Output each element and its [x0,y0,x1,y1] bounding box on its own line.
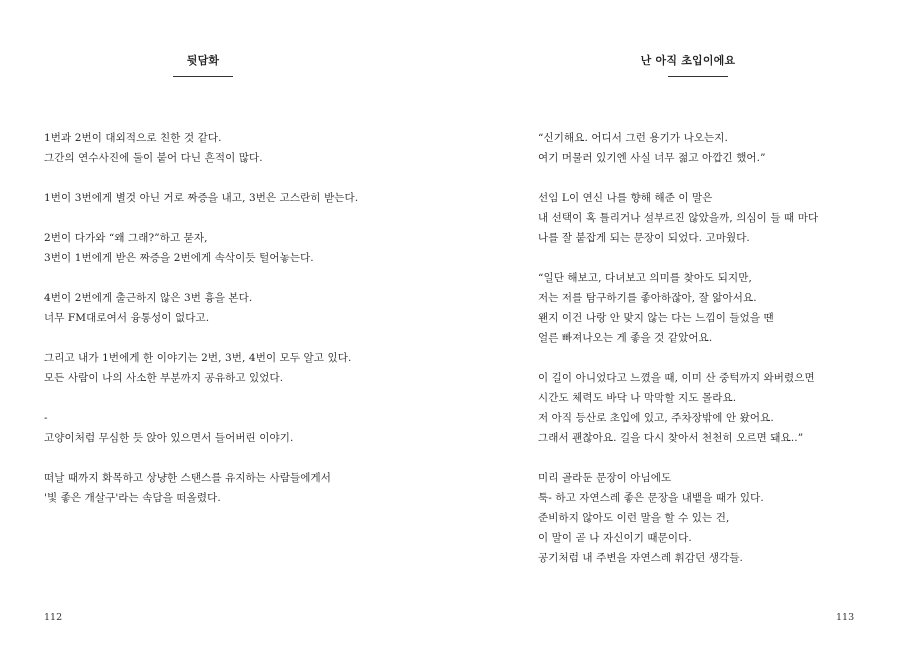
text-line: 떠날 때까지 화목하고 상냥한 스탠스를 유지하는 사람들에게서 [44,472,331,484]
text-line: 1번과 2번이 대외적으로 친한 것 같다. [44,132,222,144]
text-line: 그리고 내가 1번에게 한 이야기는 2번, 3번, 4번이 모두 알고 있다. [44,352,352,364]
text-line: '빛 좋은 개살구'라는 속담을 떠올렸다. [44,492,221,504]
text-line: 너무 FM대로여서 융통성이 없다고. [44,312,210,324]
body-text [44,128,434,528]
text-line: 툭- 하고 자연스레 좋은 문장을 내뱉을 때가 있다. [538,492,764,504]
text-line: - [44,412,48,424]
text-line: 그래서 괜찮아요. 길을 다시 찾아서 천천히 오르면 돼요..” [538,432,804,444]
text-line: 저 아직 등산로 초입에 있고, 주차장밖에 안 왔어요. [538,412,774,424]
title-underline [173,76,233,77]
page-number: 112 [44,612,63,623]
text-line: 공기처럼 내 주변을 자연스레 휘감던 생각들. [538,552,743,564]
text-line: 얼른 빠져나오는 게 좋을 것 같았어요. [538,332,713,344]
right-page [450,0,900,661]
text-line: 왠지 이건 나랑 안 맞지 않는 다는 느낌이 들었을 땐 [538,312,774,324]
text-line: 내 선택이 혹 틀리거나 설부르진 않았을까, 의심이 들 때 마다 [538,212,819,224]
text-line: 준비하지 않아도 이런 말을 할 수 있는 건, [538,512,730,524]
paragraph [44,468,434,508]
text-line: “일단 해보고, 다녀보고 의미를 찾아도 되지만, [538,272,752,284]
text-line: 여기 머물러 있기엔 사실 너무 젊고 아깝긴 했어.” [538,152,766,164]
paragraph [44,128,434,168]
paragraph [44,288,434,328]
text-line: “신기해요. 어디서 그런 용기가 나오는지. [538,132,728,144]
paragraph [538,468,878,568]
text-line: 저는 저를 탐구하기를 좋아하잖아, 잘 앎아서요. [538,292,757,304]
text-line: 1번이 3번에게 별것 아닌 거로 짜증을 내고, 3번은 고스란히 받는다. [44,192,359,204]
text-line: 이 길이 아니었다고 느꼈을 때, 이미 산 중턱까지 와버렸으면 [538,372,815,384]
text-line: 고양이처럼 무심한 듯 앉아 있으면서 들어버린 이야기. [44,432,294,444]
paragraph [44,228,434,268]
text-line: 그간의 연수사진에 둘이 붙어 다닌 흔적이 많다. [44,152,263,164]
chapter-title: 뒷담화 [186,54,220,67]
chapter-title: 난 아직 초입이에요 [640,54,736,67]
text-line: 시간도 체력도 바닥 나 막막할 지도 몰라요. [538,392,737,404]
text-line: 나를 잘 붙잡게 되는 문장이 되었다. 고마웠다. [538,232,750,244]
text-line: 모든 사람이 나의 사소한 부분까지 공유하고 있었다. [44,372,284,384]
title-underline [668,76,728,77]
text-line: 4번이 2번에게 출근하지 않은 3번 흉을 본다. [44,292,253,304]
paragraph [44,348,434,388]
text-line: 3번이 1번에게 받은 짜증을 2번에게 속삭이듯 털어놓는다. [44,252,314,264]
paragraph [44,188,434,208]
paragraph [538,268,878,348]
paragraph [538,368,878,448]
text-line: 2번이 다가와 “왜 그래?”하고 묻자, [44,232,208,244]
text-line: 선임 L이 연신 나를 향해 해준 이 말은 [538,192,713,204]
body-text [538,128,878,588]
text-line: 이 말이 곧 나 자신이기 때문이다. [538,532,692,544]
page-number: 113 [836,612,855,623]
paragraph [538,188,878,248]
paragraph [538,128,878,168]
paragraph [44,408,434,448]
text-line: 미리 골라둔 문장이 아님에도 [538,472,672,484]
